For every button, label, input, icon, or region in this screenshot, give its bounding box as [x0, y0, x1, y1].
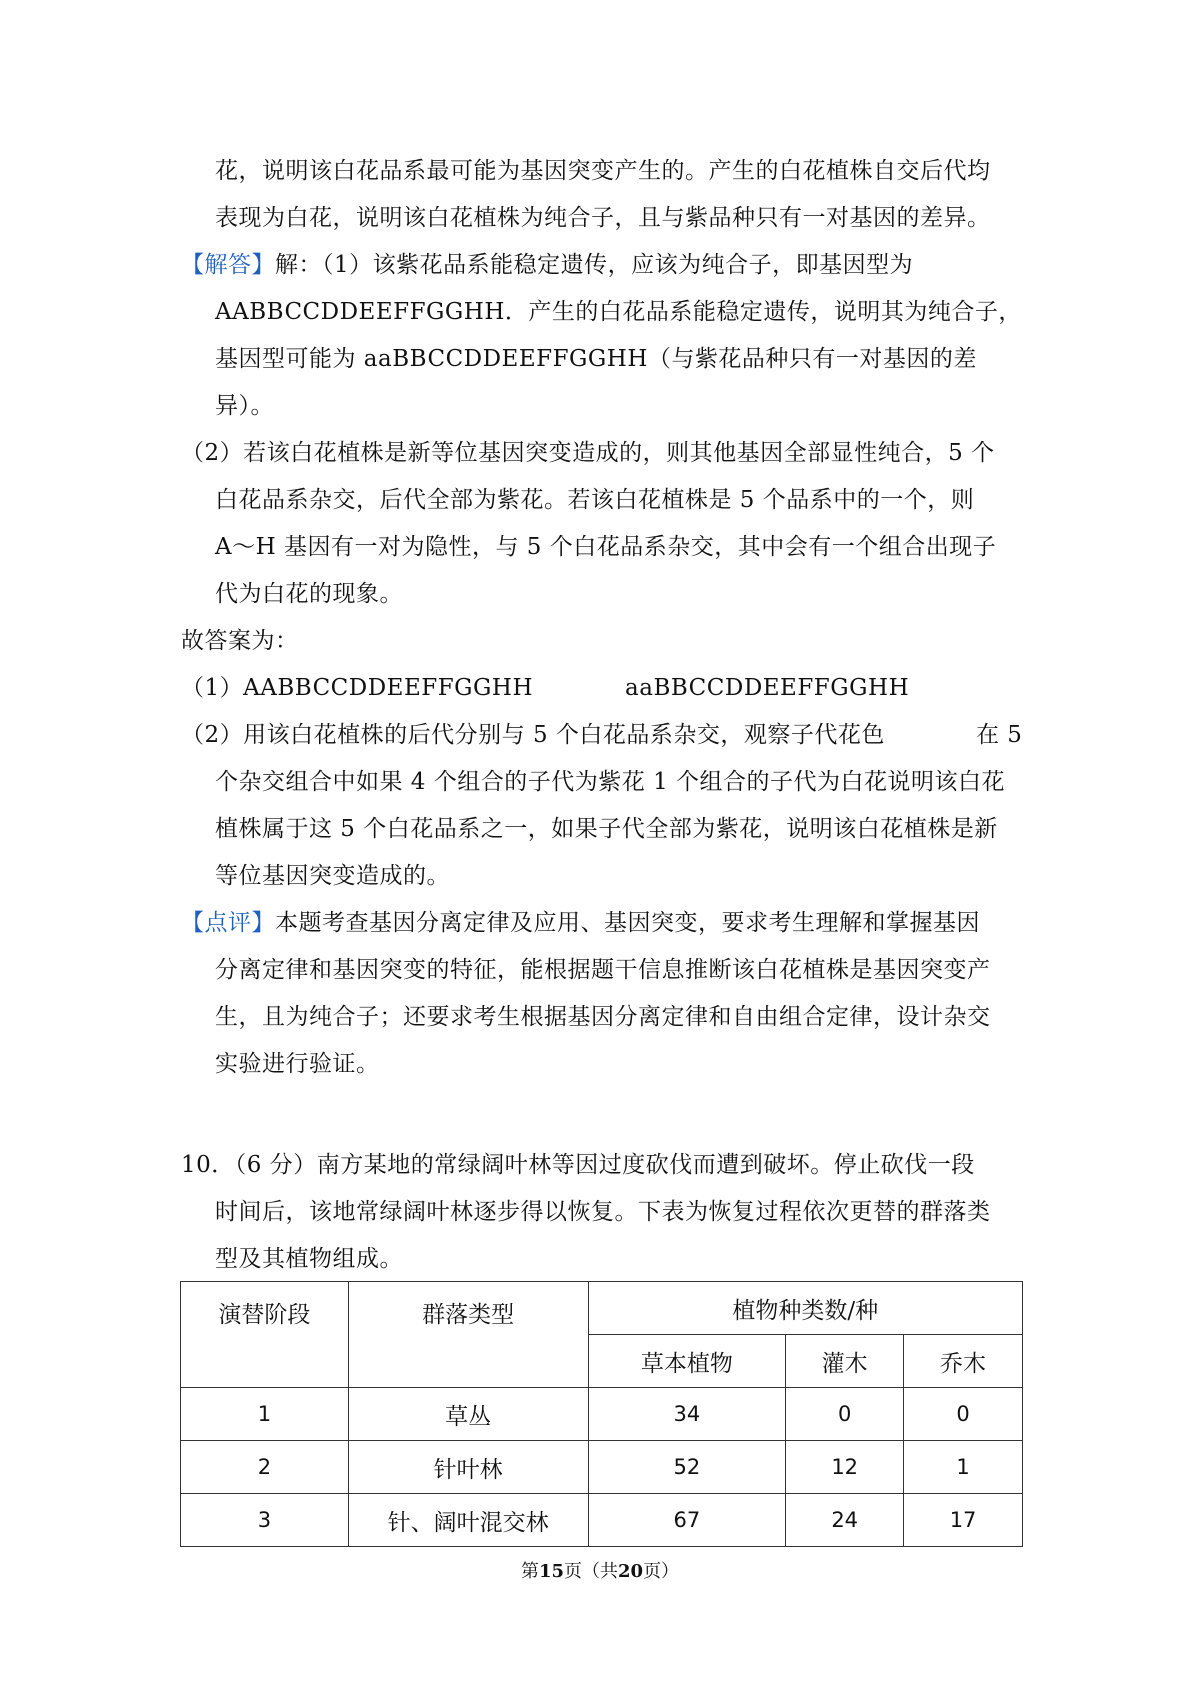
text-line: 白花品系杂交，后代全部为紫花。若该白花植株是 5 个品系中的一个，则 [215, 487, 975, 513]
header-shrub: 灌木 [786, 1335, 904, 1388]
answer-1-genotype-a: （1）AABBCCDDEEFFGGHH [181, 675, 534, 701]
cell-herb: 34 [588, 1388, 786, 1441]
footer-suffix: 页） [643, 1561, 680, 1582]
table-row [181, 1494, 1023, 1547]
text-line: 表现为白花，说明该白花植株为纯合子，且与紫品种只有一对基因的差异。 [215, 205, 991, 231]
header-herb: 草本植物 [588, 1335, 786, 1388]
cell-type: 针叶林 [348, 1441, 588, 1494]
answer-text: 解：（1）该紫花品系能稳定遗传，应该为纯合子，即基因型为 [275, 252, 914, 278]
comment-tag: 【点评】 [181, 910, 275, 936]
answer-2-text-a: （2）用该白花植株的后代分别与 5 个白花品系杂交，观察子代花色 [181, 722, 885, 748]
text-line: 型及其植物组成。 [215, 1246, 403, 1272]
header-community-type: 群落类型 [348, 1282, 588, 1388]
text-line: 等位基因突变造成的。 [215, 863, 450, 889]
comment-paragraph-line [181, 908, 980, 938]
cell-type: 草丛 [348, 1388, 588, 1441]
comment-text: 本题考查基因分离定律及应用、基因突变，要求考生理解和掌握基因 [275, 910, 980, 936]
table-row [181, 1441, 1023, 1494]
cell-shrub: 12 [786, 1441, 904, 1494]
cell-herb: 67 [588, 1494, 786, 1547]
header-species-count: 植物种类数/种 [588, 1282, 1023, 1335]
text-line: 时间后，该地常绿阔叶林逐步得以恢复。下表为恢复过程依次更替的群落类 [215, 1199, 991, 1225]
text-line: 实验进行验证。 [215, 1051, 380, 1077]
cell-shrub: 0 [786, 1388, 904, 1441]
cell-stage: 1 [181, 1388, 349, 1441]
table-header-row [181, 1282, 1023, 1335]
cell-stage: 3 [181, 1494, 349, 1547]
page-footer [0, 1560, 1200, 1584]
answer-1-genotype-b: aaBBCCDDEEFFGGHH [625, 675, 910, 701]
cell-herb: 52 [588, 1441, 786, 1494]
question-10-line: 10．（6 分）南方某地的常绿阔叶林等因过度砍伐而遭到破坏。停止砍伐一段 [181, 1152, 975, 1178]
text-line: 异）。 [215, 393, 274, 419]
footer-middle: 页（共 [564, 1561, 618, 1582]
text-line: 个杂交组合中如果 4 个组合的子代为紫花 1 个组合的子代为白花说明该白花 [215, 769, 1006, 795]
answer-2-line [181, 720, 885, 750]
answer-2-text-b: 在 5 [976, 722, 1023, 748]
text-line: 生，且为纯合子；还要求考生根据基因分离定律和自由组合定律，设计杂交 [215, 1004, 991, 1030]
cell-tree: 1 [904, 1441, 1023, 1494]
answer-tag: 【解答】 [181, 252, 275, 278]
cell-type: 针、阔叶混交林 [348, 1494, 588, 1547]
text-line: 代为白花的现象。 [215, 581, 403, 607]
header-tree: 乔木 [904, 1335, 1023, 1388]
cell-tree: 17 [904, 1494, 1023, 1547]
text-line: 花，说明该白花品系最可能为基因突变产生的。产生的白花植株自交后代均 [215, 158, 991, 184]
table-row [181, 1388, 1023, 1441]
text-line: 分离定律和基因突变的特征，能根据题干信息推断该白花植株是基因突变产 [215, 957, 991, 983]
text-line: 植株属于这 5 个白花品系之一，如果子代全部为紫花，说明该白花植株是新 [215, 816, 998, 842]
succession-table [180, 1281, 1023, 1547]
cell-tree: 0 [904, 1388, 1023, 1441]
answer-paragraph-line [181, 250, 913, 280]
text-line: 基因型可能为 aaBBCCDDEEFFGGHH（与紫花品种只有一对基因的差 [215, 346, 977, 372]
text-line: （2）若该白花植株是新等位基因突变造成的，则其他基因全部显性纯合，5 个 [181, 440, 995, 466]
footer-total-pages: 20 [618, 1561, 644, 1582]
answer-1-line [181, 673, 909, 703]
cell-shrub: 24 [786, 1494, 904, 1547]
answer-title: 故答案为： [181, 628, 299, 654]
footer-page-number: 15 [538, 1561, 564, 1582]
text-line: AABBCCDDEEFFGGHH．产生的白花品系能稳定遗传，说明其为纯合子， [215, 299, 1022, 325]
header-stage: 演替阶段 [181, 1282, 349, 1388]
footer-prefix: 第 [520, 1561, 539, 1582]
cell-stage: 2 [181, 1441, 349, 1494]
text-line: A～H 基因有一对为隐性，与 5 个白花品系杂交，其中会有一个组合出现子 [215, 534, 997, 560]
